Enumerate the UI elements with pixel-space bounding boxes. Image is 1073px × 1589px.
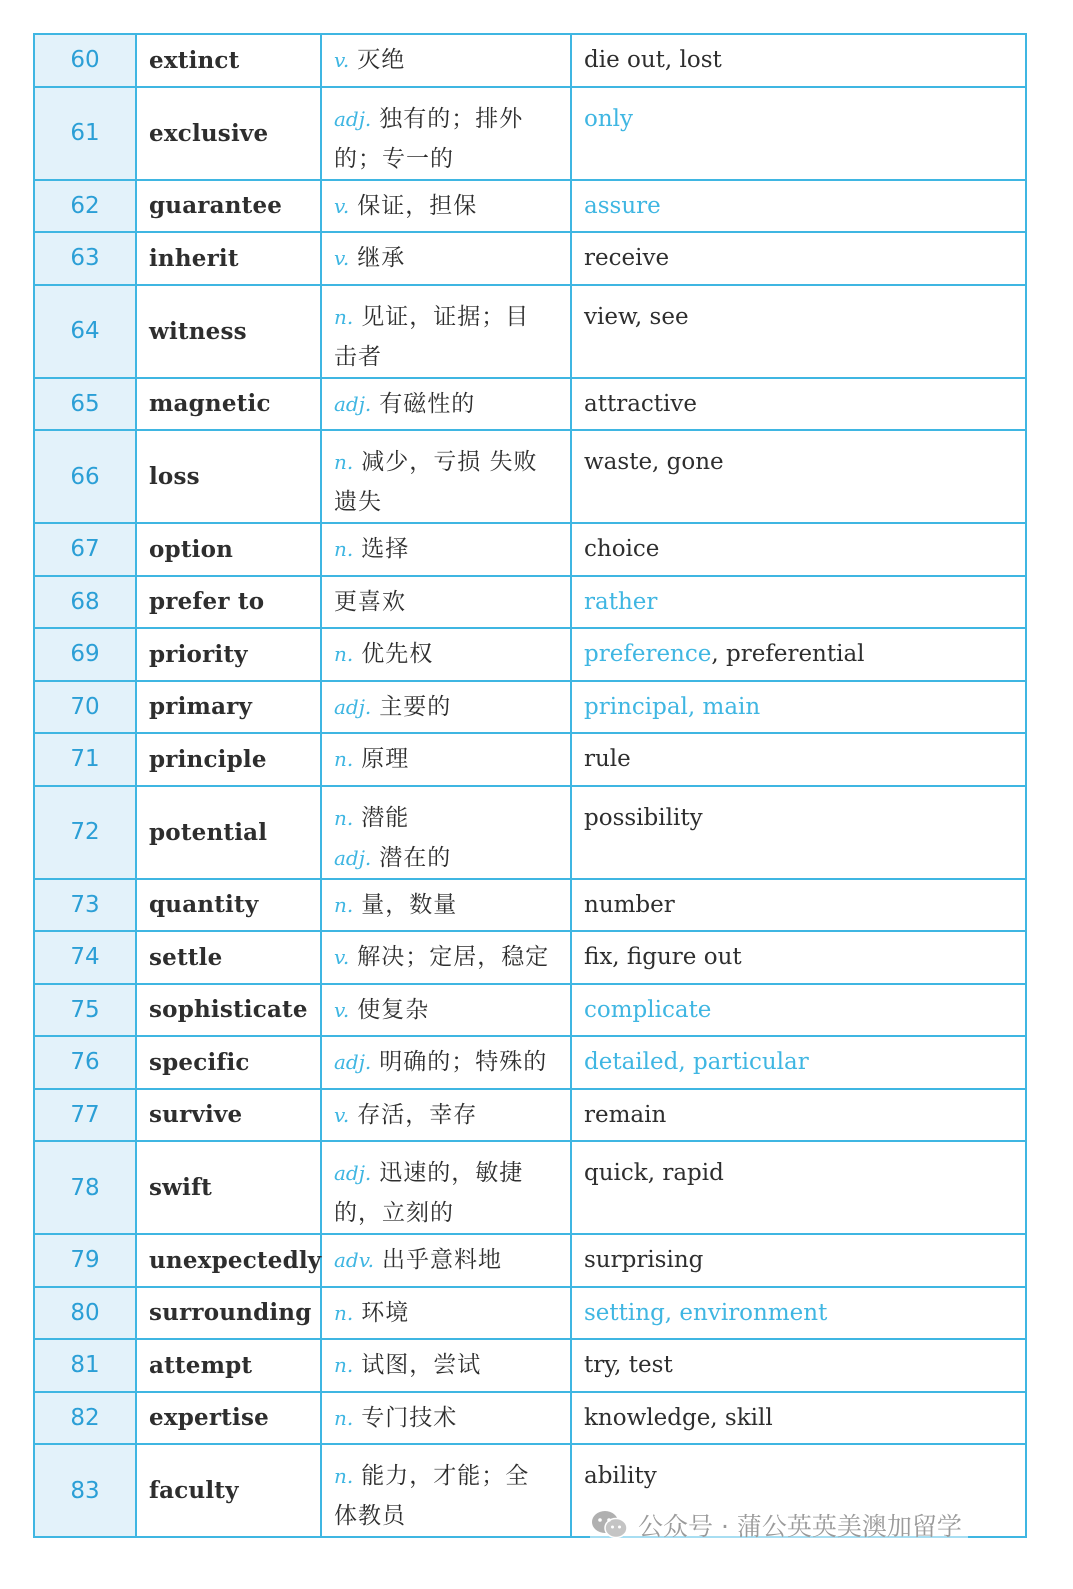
vocab-word: swift (136, 1141, 321, 1234)
meaning-line (334, 1456, 558, 1496)
meaning-line (334, 186, 558, 226)
table-row (34, 931, 1026, 984)
vocab-word: specific (136, 1036, 321, 1089)
chinese-meaning (321, 931, 571, 984)
row-number: 80 (34, 1287, 136, 1340)
row-number: 74 (34, 931, 136, 984)
table-row (34, 984, 1026, 1037)
synonym-text: waste, gone (584, 449, 724, 475)
synonym-text: knowledge, skill (584, 1404, 773, 1431)
chinese-meaning (321, 285, 571, 378)
part-of-speech: adj. (334, 694, 372, 719)
row-number: 67 (34, 523, 136, 576)
chinese-meaning (321, 1089, 571, 1142)
synonym-highlighted: detailed, particular (584, 1049, 809, 1076)
meaning-text: 的；专一的 (334, 145, 454, 172)
synonym-highlighted: preference (584, 641, 712, 668)
row-number: 71 (34, 733, 136, 786)
meaning-line (334, 1042, 558, 1082)
synonym-text: ability (584, 1463, 657, 1489)
table-row (34, 378, 1026, 431)
synonym-highlighted: setting, environment (584, 1299, 828, 1326)
chinese-meaning (321, 576, 571, 629)
vocab-word: survive (136, 1089, 321, 1142)
row-number: 72 (34, 786, 136, 879)
part-of-speech: n. (334, 892, 354, 917)
table-row (34, 1089, 1026, 1142)
meaning-line (334, 1398, 558, 1438)
table-row (34, 733, 1026, 786)
synonym-highlighted: only (584, 105, 634, 132)
table-row (34, 1287, 1026, 1340)
chinese-meaning (321, 430, 571, 523)
chinese-meaning (321, 1444, 571, 1537)
synonyms (571, 984, 1026, 1037)
part-of-speech: adj. (334, 1050, 372, 1075)
chinese-meaning (321, 87, 571, 180)
meaning-line (334, 99, 558, 139)
meaning-line (334, 40, 558, 80)
meaning-text: 环境 (361, 1299, 410, 1326)
meaning-text: 明确的；特殊的 (379, 1049, 548, 1076)
vocab-word: surrounding (136, 1287, 321, 1340)
part-of-speech: n. (334, 1353, 354, 1378)
meaning-line (334, 634, 558, 674)
row-number: 73 (34, 879, 136, 932)
vocabulary-table (33, 33, 1027, 1538)
meaning-text: 遗失 (334, 489, 382, 515)
chinese-meaning (321, 378, 571, 431)
meaning-text: 减少，亏损 失败 (361, 449, 538, 475)
synonyms (571, 34, 1026, 87)
row-number: 79 (34, 1234, 136, 1287)
meaning-text: 继承 (357, 245, 406, 272)
chinese-meaning (321, 628, 571, 681)
synonyms (571, 523, 1026, 576)
meaning-text: 解决；定居，稳定 (357, 944, 550, 971)
meaning-line (334, 739, 558, 779)
synonym-text: attractive (584, 390, 697, 417)
chinese-meaning (321, 1141, 571, 1234)
table-row (34, 1339, 1026, 1392)
chinese-meaning (321, 1287, 571, 1340)
chinese-meaning (321, 180, 571, 233)
row-number: 62 (34, 180, 136, 233)
part-of-speech: n. (334, 304, 354, 329)
part-of-speech: v. (334, 193, 350, 218)
part-of-speech: n. (334, 537, 354, 562)
meaning-line (334, 798, 558, 838)
vocab-word: settle (136, 931, 321, 984)
meaning-line (334, 238, 558, 278)
chinese-meaning (321, 523, 571, 576)
meaning-text: 灭绝 (357, 47, 406, 74)
part-of-speech: v. (334, 997, 350, 1022)
row-number: 70 (34, 681, 136, 734)
synonym-text: remain (584, 1101, 667, 1128)
table-row (34, 285, 1026, 378)
meaning-text: 专门技术 (361, 1404, 458, 1431)
table-row (34, 232, 1026, 285)
synonyms (571, 1234, 1026, 1287)
row-number: 65 (34, 378, 136, 431)
part-of-speech: n. (334, 805, 354, 830)
synonym-text: view, see (584, 303, 689, 330)
part-of-speech: adj. (334, 845, 372, 870)
synonyms (571, 733, 1026, 786)
synonyms (571, 1141, 1026, 1234)
chinese-meaning (321, 984, 571, 1037)
vocab-word: principle (136, 733, 321, 786)
synonym-text: quick, rapid (584, 1160, 724, 1186)
synonym-text: receive (584, 245, 670, 272)
meaning-text: 试图，尝试 (361, 1352, 482, 1379)
meaning-line (334, 297, 558, 337)
row-number: 69 (34, 628, 136, 681)
vocab-word: primary (136, 681, 321, 734)
synonyms (571, 1036, 1026, 1089)
synonym-highlighted: assure (584, 192, 661, 219)
table-row (34, 879, 1026, 932)
meaning-text: 主要的 (379, 693, 452, 720)
meaning-line (334, 1345, 558, 1385)
table-row (34, 1036, 1026, 1089)
synonym-text: choice (584, 536, 660, 563)
chinese-meaning (321, 879, 571, 932)
vocab-word: faculty (136, 1444, 321, 1537)
vocab-word: magnetic (136, 378, 321, 431)
meaning-text: 优先权 (361, 641, 434, 668)
table-row (34, 523, 1026, 576)
synonyms (571, 378, 1026, 431)
meaning-line (334, 139, 558, 179)
vocab-word: expertise (136, 1392, 321, 1445)
synonym-highlighted: rather (584, 588, 658, 615)
meaning-text: 迅速的，敏捷 (379, 1160, 524, 1186)
row-number: 68 (34, 576, 136, 629)
row-number: 76 (34, 1036, 136, 1089)
meaning-text: 原理 (361, 746, 410, 773)
meaning-line (334, 885, 558, 925)
synonyms (571, 576, 1026, 629)
row-number: 83 (34, 1444, 136, 1537)
chinese-meaning (321, 232, 571, 285)
meaning-text: 能力，才能；全 (361, 1463, 530, 1489)
meaning-line (334, 582, 558, 622)
table-row (34, 786, 1026, 879)
synonym-text: rule (584, 746, 631, 773)
synonym-text: die out, lost (584, 47, 722, 74)
vocab-word: potential (136, 786, 321, 879)
vocab-word: quantity (136, 879, 321, 932)
part-of-speech: adv. (334, 1248, 375, 1273)
table-row (34, 1234, 1026, 1287)
chinese-meaning (321, 1036, 571, 1089)
synonyms (571, 87, 1026, 180)
meaning-line (334, 838, 558, 878)
part-of-speech: adj. (334, 106, 372, 131)
synonyms (571, 786, 1026, 879)
vocab-word: guarantee (136, 180, 321, 233)
meaning-text: 的，立刻的 (334, 1200, 454, 1226)
part-of-speech: n. (334, 747, 354, 772)
row-number: 75 (34, 984, 136, 1037)
chinese-meaning (321, 681, 571, 734)
part-of-speech: v. (334, 246, 350, 271)
synonym-text: surprising (584, 1247, 704, 1274)
row-number: 64 (34, 285, 136, 378)
meaning-line (334, 529, 558, 569)
table-row (34, 180, 1026, 233)
meaning-line (334, 1095, 558, 1135)
meaning-line (334, 337, 558, 377)
meaning-line (334, 1240, 558, 1280)
chinese-meaning (321, 34, 571, 87)
meaning-line (334, 1153, 558, 1193)
table-row (34, 576, 1026, 629)
meaning-text: 有磁性的 (379, 390, 476, 417)
vocab-word: unexpectedly (136, 1234, 321, 1287)
meaning-line (334, 1293, 558, 1333)
meaning-text: 量，数量 (361, 891, 458, 918)
vocab-word: attempt (136, 1339, 321, 1392)
table-row (34, 628, 1026, 681)
part-of-speech: n. (334, 1464, 354, 1488)
table-row (34, 1392, 1026, 1445)
meaning-text: 潜能 (361, 804, 410, 831)
meaning-line (334, 1496, 558, 1536)
synonyms (571, 1392, 1026, 1445)
part-of-speech: n. (334, 1405, 354, 1430)
row-number: 82 (34, 1392, 136, 1445)
synonyms (571, 681, 1026, 734)
row-number: 81 (34, 1339, 136, 1392)
synonym-text: , preferential (711, 641, 865, 668)
part-of-speech: n. (334, 642, 354, 667)
table-row (34, 1141, 1026, 1234)
meaning-line (334, 937, 558, 977)
part-of-speech: v. (334, 1102, 350, 1127)
synonym-highlighted: complicate (584, 996, 712, 1023)
synonyms (571, 628, 1026, 681)
synonym-text: try, test (584, 1352, 673, 1379)
part-of-speech: n. (334, 1300, 354, 1325)
meaning-text: 存活，幸存 (357, 1101, 478, 1128)
part-of-speech: v. (334, 945, 350, 970)
synonyms (571, 879, 1026, 932)
vocab-word: priority (136, 628, 321, 681)
synonyms (571, 430, 1026, 523)
row-number: 60 (34, 34, 136, 87)
synonym-text: number (584, 891, 675, 918)
chinese-meaning (321, 1339, 571, 1392)
watermark (590, 1503, 968, 1547)
meaning-text: 潜在的 (379, 844, 452, 871)
synonyms (571, 1089, 1026, 1142)
part-of-speech: n. (334, 450, 354, 474)
row-number: 66 (34, 430, 136, 523)
synonym-highlighted: principal, main (584, 693, 761, 720)
meaning-line (334, 384, 558, 424)
meaning-line (334, 1193, 558, 1233)
part-of-speech: adj. (334, 1161, 372, 1185)
chinese-meaning (321, 786, 571, 879)
synonyms (571, 931, 1026, 984)
wechat-icon (590, 1509, 630, 1541)
meaning-line (334, 687, 558, 727)
meaning-text: 保证，担保 (357, 192, 478, 219)
meaning-line (334, 990, 558, 1030)
vocab-word: loss (136, 430, 321, 523)
meaning-text: 选择 (361, 536, 410, 563)
chinese-meaning (321, 1392, 571, 1445)
synonym-text: fix, figure out (584, 944, 742, 971)
synonyms (571, 232, 1026, 285)
synonyms (571, 285, 1026, 378)
vocab-word: prefer to (136, 576, 321, 629)
row-number: 77 (34, 1089, 136, 1142)
vocab-word: exclusive (136, 87, 321, 180)
meaning-text: 见证，证据；目 (361, 303, 530, 330)
watermark-text: 公众号 · 蒲公英英美澳加留学 (638, 1512, 962, 1541)
meaning-text: 击者 (334, 343, 382, 370)
table-row (34, 87, 1026, 180)
row-number: 63 (34, 232, 136, 285)
vocabulary-table-body (34, 34, 1026, 1537)
part-of-speech: adj. (334, 391, 372, 416)
vocab-word: extinct (136, 34, 321, 87)
meaning-line (334, 442, 558, 482)
synonyms (571, 1339, 1026, 1392)
chinese-meaning (321, 733, 571, 786)
meaning-line (334, 482, 558, 522)
meaning-text: 使复杂 (357, 996, 430, 1023)
vocab-word: sophisticate (136, 984, 321, 1037)
synonym-text: possibility (584, 804, 703, 831)
synonyms (571, 180, 1026, 233)
synonyms (571, 1287, 1026, 1340)
vocab-word: inherit (136, 232, 321, 285)
row-number: 61 (34, 87, 136, 180)
meaning-text: 出乎意料地 (382, 1247, 503, 1274)
row-number: 78 (34, 1141, 136, 1234)
chinese-meaning (321, 1234, 571, 1287)
table-row (34, 34, 1026, 87)
meaning-text: 更喜欢 (334, 588, 406, 615)
vocab-word: witness (136, 285, 321, 378)
part-of-speech: v. (334, 48, 350, 73)
meaning-text: 体教员 (334, 1503, 406, 1529)
table-row (34, 430, 1026, 523)
table-row (34, 681, 1026, 734)
vocab-word: option (136, 523, 321, 576)
meaning-text: 独有的；排外 (379, 105, 524, 132)
